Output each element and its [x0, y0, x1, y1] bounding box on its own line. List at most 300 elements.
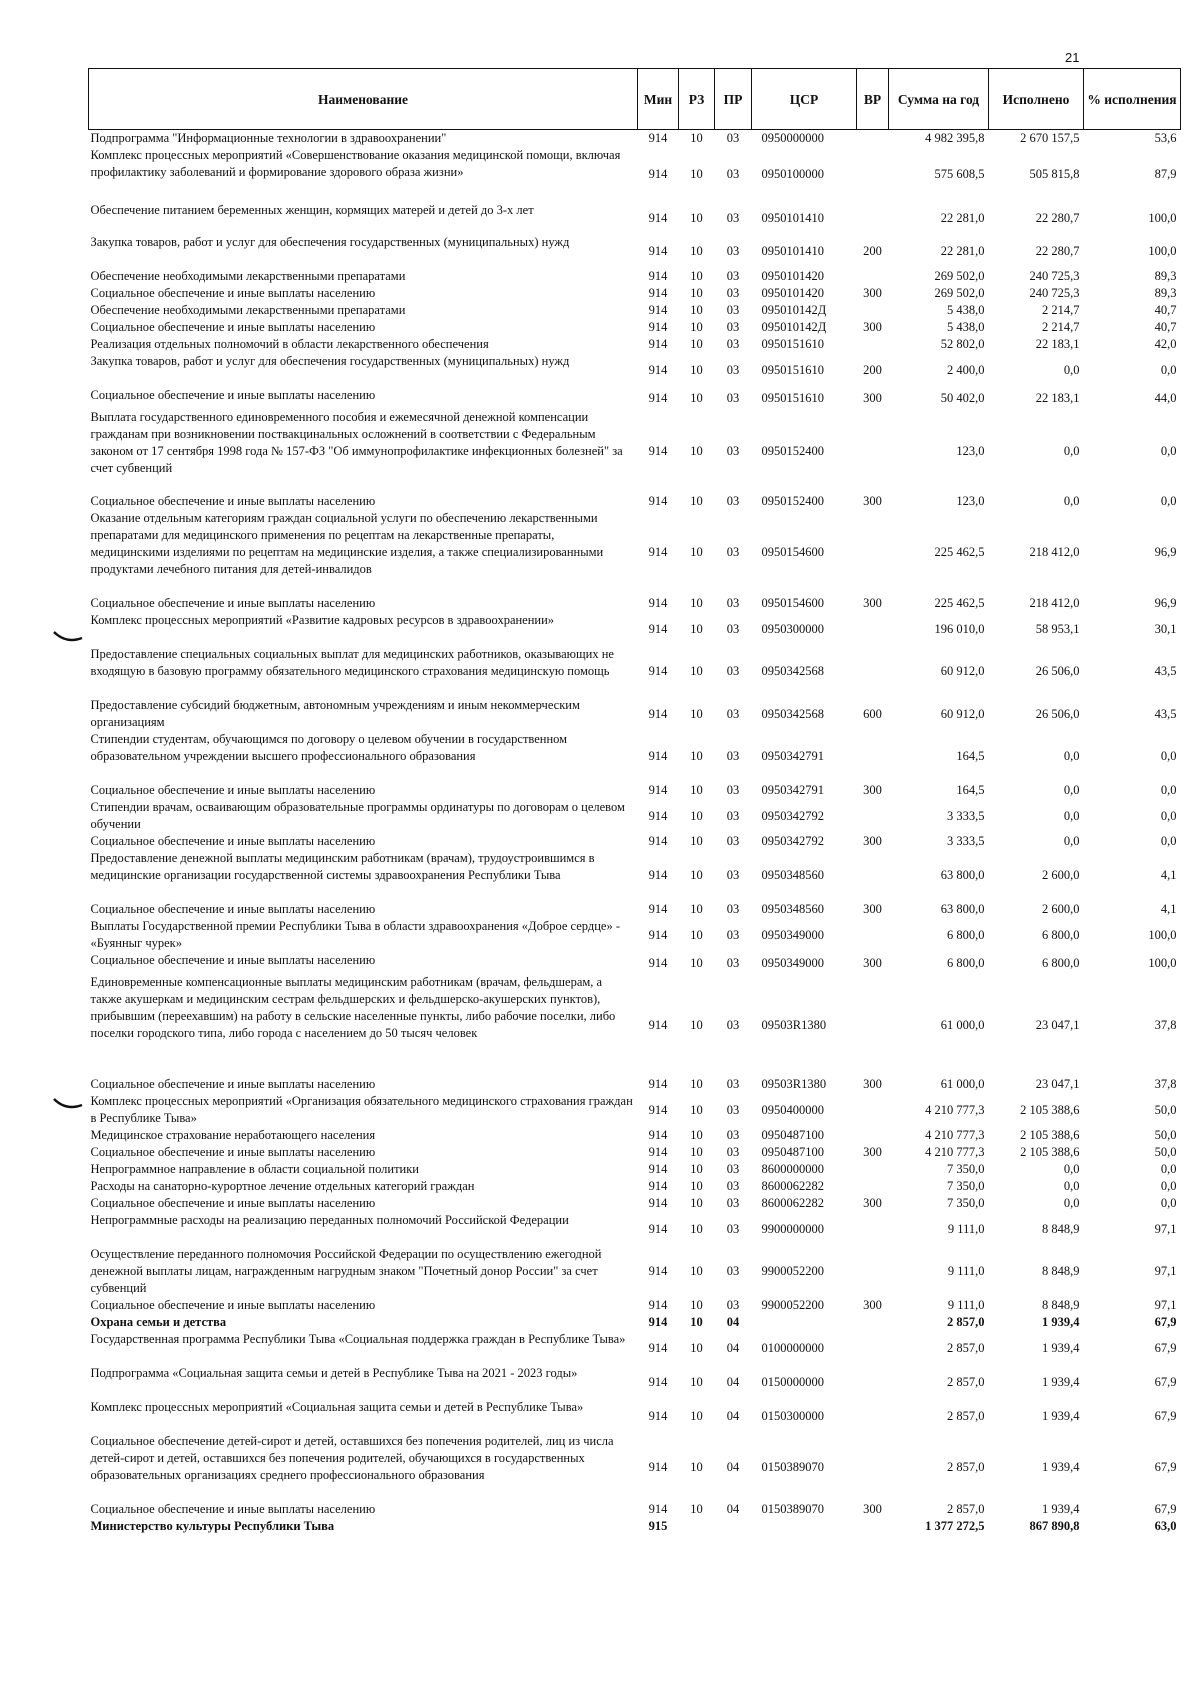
header-sum: Сумма на год	[889, 69, 989, 130]
cell-pr: 03	[726, 1298, 740, 1312]
cell-name: Комплекс процессных мероприятий «Социальная защита семьи и детей в Республике Тыва»	[90, 1400, 584, 1414]
cell-vr: 200	[863, 362, 882, 377]
cell-rz: 10	[690, 808, 703, 823]
cell-pr: 03	[726, 337, 740, 351]
cell-sum: 2 400,0	[947, 362, 985, 377]
page-number: 21	[1065, 50, 1080, 65]
cell-min: 914	[648, 1102, 668, 1117]
cell-csr: 0950342792	[761, 808, 824, 823]
cell-name: Расходы на санаторно-курортное лечение отдельных категорий граждан	[90, 1179, 475, 1193]
cell-min: 914	[648, 1017, 668, 1032]
cell-vr	[857, 974, 889, 1076]
table-row	[89, 1365, 1181, 1399]
cell-name: Социальное обеспечение и иные выплаты населению	[90, 902, 376, 916]
table-row	[89, 1297, 1181, 1314]
cell-pct: 0,0	[1160, 834, 1177, 848]
cell-name: Социальное обеспечение и иные выплаты населению	[90, 1077, 376, 1091]
cell-vr	[857, 1518, 889, 1535]
cell-min: 914	[648, 834, 668, 848]
cell-pr: 03	[726, 706, 740, 721]
cell-done: 26 506,0	[1035, 664, 1080, 678]
table-row	[89, 974, 1181, 1076]
table-row	[89, 833, 1181, 850]
cell-csr: 0950300000	[761, 621, 824, 636]
cell-pct: 100,0	[1148, 927, 1177, 942]
table-row	[89, 595, 1181, 612]
cell-min: 914	[648, 1264, 668, 1278]
header-min: Мин	[638, 69, 679, 130]
cell-rz: 10	[690, 1162, 703, 1176]
cell-min: 914	[648, 1196, 668, 1210]
cell-pct: 100,0	[1148, 955, 1177, 970]
cell-vr: 600	[863, 706, 882, 721]
cell-min: 914	[648, 362, 668, 377]
cell-min: 914	[648, 337, 668, 351]
cell-pct: 50,0	[1154, 1102, 1177, 1117]
cell-min: 914	[648, 494, 668, 508]
cell-csr: 0950101420	[761, 269, 824, 283]
cell-min: 914	[648, 286, 668, 300]
cell-vr	[857, 1178, 889, 1195]
cell-min: 914	[648, 1502, 668, 1516]
cell-done: 0,0	[1063, 834, 1080, 848]
cell-sum: 575 608,5	[934, 167, 985, 181]
cell-done: 1 939,4	[1042, 1315, 1080, 1329]
cell-pr: 03	[726, 664, 740, 678]
cell-done: 2 105 388,6	[1020, 1128, 1080, 1142]
cell-vr: 300	[863, 1502, 882, 1516]
cell-csr: 0950348560	[761, 902, 824, 916]
cell-min: 914	[648, 243, 668, 258]
cell-csr: 0100000000	[761, 1340, 824, 1355]
cell-name: Социальное обеспечение и иные выплаты населению	[90, 596, 376, 610]
cell-pr: 03	[726, 243, 740, 258]
cell-done: 240 725,3	[1029, 286, 1080, 300]
cell-pr: 03	[726, 621, 740, 636]
cell-csr: 0950151610	[761, 337, 824, 351]
cell-vr	[857, 130, 889, 148]
cell-csr: 0150300000	[761, 1408, 824, 1423]
cell-done: 0,0	[1063, 1162, 1080, 1176]
cell-rz: 10	[690, 210, 703, 225]
table-row	[89, 1212, 1181, 1246]
cell-name: Социальное обеспечение и иные выплаты населению	[90, 1196, 376, 1210]
cell-csr: 9900000000	[761, 1221, 824, 1236]
cell-vr: 300	[863, 320, 882, 334]
cell-name: Комплекс процессных мероприятий «Организация обязательного медицинского страхования граждан в Республике Тыва»	[90, 1094, 633, 1125]
cell-rz: 10	[690, 621, 703, 636]
cell-done: 8 848,9	[1042, 1298, 1080, 1312]
table-row	[89, 1246, 1181, 1297]
cell-name: Социальное обеспечение и иные выплаты населению	[90, 953, 376, 967]
cell-vr	[857, 1212, 889, 1246]
cell-vr	[857, 336, 889, 353]
cell-done: 23 047,1	[1035, 1017, 1080, 1032]
cell-rz: 10	[690, 1145, 703, 1159]
cell-csr: 8600062282	[761, 1196, 824, 1210]
table-row	[89, 147, 1181, 202]
cell-csr: 09503R1380	[761, 1017, 827, 1032]
cell-pct: 97,1	[1154, 1264, 1177, 1278]
cell-vr	[857, 1433, 889, 1501]
cell-name: Социальное обеспечение детей-сирот и детей, оставшихся без попечения родителей, лиц из числа детей-сирот и детей, оставшихся без попечения родителей, обучающихся в государственных образовательных организациях среднего профессионального образования	[90, 1434, 614, 1482]
cell-done: 0,0	[1063, 749, 1080, 763]
cell-csr: 0950151610	[761, 362, 824, 377]
cell-sum: 3 333,5	[947, 834, 985, 848]
cell-pct: 0,0	[1160, 808, 1177, 823]
cell-vr	[857, 268, 889, 285]
cell-vr	[857, 510, 889, 595]
cell-pr: 03	[726, 210, 740, 225]
table-row	[89, 1331, 1181, 1365]
cell-pct: 67,9	[1154, 1315, 1177, 1329]
cell-done: 0,0	[1063, 808, 1080, 823]
cell-done: 22 183,1	[1035, 390, 1080, 405]
cell-pr: 03	[726, 1017, 740, 1032]
cell-rz: 10	[690, 1315, 703, 1329]
cell-vr	[857, 1246, 889, 1297]
cell-sum: 61 000,0	[940, 1077, 985, 1091]
table-row	[89, 1144, 1181, 1161]
cell-pr: 03	[726, 868, 740, 882]
cell-csr: 0950342791	[761, 783, 824, 797]
cell-vr: 300	[863, 1298, 882, 1312]
cell-name: Подпрограмма "Информационные технологии в здравоохранении"	[90, 131, 447, 145]
table-row	[89, 901, 1181, 918]
cell-pr: 03	[726, 927, 740, 942]
cell-pr: 03	[726, 320, 740, 334]
cell-pr: 03	[726, 749, 740, 763]
cell-name: Социальное обеспечение и иные выплаты населению	[90, 1298, 376, 1312]
header-pct: % исполнения	[1084, 69, 1181, 130]
margin-mark-1	[52, 628, 86, 646]
cell-done: 867 890,8	[1029, 1519, 1080, 1533]
cell-vr: 300	[863, 1196, 882, 1210]
cell-pct: 30,1	[1154, 621, 1177, 636]
cell-name: Непрограммное направление в области социальной политики	[90, 1162, 419, 1176]
cell-sum: 2 857,0	[947, 1315, 985, 1329]
cell-csr: 0950101410	[761, 243, 824, 258]
cell-pct: 0,0	[1160, 783, 1177, 797]
cell-vr	[857, 1331, 889, 1365]
cell-pr: 03	[726, 596, 740, 610]
cell-pct: 67,9	[1154, 1502, 1177, 1516]
cell-rz: 10	[690, 286, 703, 300]
margin-mark-2	[52, 1095, 86, 1113]
cell-sum: 2 857,0	[947, 1459, 985, 1474]
cell-sum: 2 857,0	[947, 1340, 985, 1355]
cell-csr: 0950342568	[761, 664, 824, 678]
table-row	[89, 336, 1181, 353]
cell-vr: 300	[863, 834, 882, 848]
cell-vr	[857, 612, 889, 646]
cell-pct: 0,0	[1160, 1196, 1177, 1210]
cell-done: 240 725,3	[1029, 269, 1080, 283]
cell-vr	[857, 1365, 889, 1399]
cell-pr: 03	[726, 1179, 740, 1193]
cell-csr: 0950154600	[761, 545, 824, 559]
cell-done: 22 280,7	[1035, 243, 1080, 258]
cell-vr: 300	[863, 390, 882, 405]
cell-csr: 0950100000	[761, 167, 824, 181]
cell-rz: 10	[690, 1459, 703, 1474]
cell-pr: 04	[726, 1408, 740, 1423]
table-row	[89, 918, 1181, 952]
cell-min: 914	[648, 1374, 668, 1389]
cell-min: 914	[648, 210, 668, 225]
cell-pct: 40,7	[1154, 303, 1177, 317]
cell-rz: 10	[690, 1221, 703, 1236]
cell-sum: 4 210 777,3	[925, 1102, 985, 1117]
cell-pct: 37,8	[1154, 1017, 1177, 1032]
cell-rz: 10	[690, 868, 703, 882]
cell-done: 1 939,4	[1042, 1502, 1080, 1516]
cell-pct: 89,3	[1154, 269, 1177, 283]
cell-sum: 6 800,0	[947, 955, 985, 970]
cell-csr: 0950151610	[761, 390, 824, 405]
cell-sum: 1 377 272,5	[925, 1519, 985, 1533]
table-row	[89, 731, 1181, 782]
table-row	[89, 782, 1181, 799]
table-row	[89, 268, 1181, 285]
table-row	[89, 1195, 1181, 1212]
table-row	[89, 285, 1181, 302]
cell-sum: 123,0	[956, 443, 985, 458]
cell-rz: 10	[690, 1408, 703, 1423]
cell-csr: 0950487100	[761, 1145, 824, 1159]
cell-done: 23 047,1	[1035, 1077, 1080, 1091]
cell-rz: 10	[690, 664, 703, 678]
cell-name: Непрограммные расходы на реализацию переданных полномочий Российской Федерации	[90, 1213, 569, 1227]
cell-csr: 0950101420	[761, 286, 824, 300]
cell-done: 8 848,9	[1042, 1264, 1080, 1278]
cell-done: 218 412,0	[1029, 545, 1080, 559]
cell-min: 914	[648, 1459, 668, 1474]
cell-rz: 10	[690, 749, 703, 763]
cell-sum: 269 502,0	[934, 269, 985, 283]
cell-done: 2 214,7	[1042, 320, 1080, 334]
table-row	[89, 409, 1181, 493]
cell-csr	[752, 1314, 857, 1331]
cell-csr: 095010142Д	[761, 320, 827, 334]
cell-min: 914	[648, 1077, 668, 1091]
cell-name: Предоставление специальных социальных выплат для медицинских работников, оказывающих не входящую в базовую программу обязательного медицинского страхования медицинскую помощь	[90, 647, 614, 678]
cell-min: 914	[648, 167, 668, 181]
cell-pr: 03	[726, 167, 740, 181]
table-row	[89, 1161, 1181, 1178]
cell-rz: 10	[690, 269, 703, 283]
cell-rz: 10	[690, 1196, 703, 1210]
cell-sum: 2 857,0	[947, 1502, 985, 1516]
cell-min: 914	[648, 902, 668, 916]
cell-name: Подпрограмма «Социальная защита семьи и детей в Республике Тыва на 2021 - 2023 годы»	[90, 1366, 578, 1380]
cell-csr: 8600000000	[761, 1162, 824, 1176]
cell-done: 2 600,0	[1042, 868, 1080, 882]
cell-vr	[857, 302, 889, 319]
cell-pct: 0,0	[1160, 1162, 1177, 1176]
cell-min: 914	[648, 390, 668, 405]
cell-name: Социальное обеспечение и иные выплаты населению	[90, 286, 376, 300]
cell-pr: 03	[726, 303, 740, 317]
cell-csr: 0950342568	[761, 706, 824, 721]
cell-sum: 269 502,0	[934, 286, 985, 300]
cell-vr: 300	[863, 902, 882, 916]
cell-pct: 53,6	[1154, 131, 1177, 145]
cell-done: 1 939,4	[1042, 1459, 1080, 1474]
cell-done: 2 670 157,5	[1020, 131, 1080, 145]
cell-vr	[857, 1127, 889, 1144]
cell-pr: 03	[726, 1264, 740, 1278]
cell-name: Социальное обеспечение и иные выплаты населению	[90, 320, 376, 334]
cell-pct: 0,0	[1160, 749, 1177, 763]
cell-min: 914	[648, 1179, 668, 1193]
cell-pct: 97,1	[1154, 1221, 1177, 1236]
cell-sum: 3 333,5	[947, 808, 985, 823]
cell-csr: 0950487100	[761, 1128, 824, 1142]
cell-pr: 04	[726, 1459, 740, 1474]
cell-pct: 37,8	[1154, 1077, 1177, 1091]
table-row	[89, 387, 1181, 409]
cell-sum: 196 010,0	[934, 621, 985, 636]
cell-sum: 52 802,0	[940, 337, 985, 351]
cell-sum: 225 462,5	[934, 545, 985, 559]
cell-sum: 7 350,0	[947, 1196, 985, 1210]
table-body	[89, 130, 1181, 1536]
cell-pct: 67,9	[1154, 1459, 1177, 1474]
cell-pr: 03	[726, 286, 740, 300]
cell-pr: 04	[726, 1315, 740, 1329]
cell-rz: 10	[690, 443, 703, 458]
cell-sum: 4 982 395,8	[925, 131, 985, 145]
cell-pr: 03	[726, 808, 740, 823]
cell-rz: 10	[690, 1374, 703, 1389]
cell-name: Комплекс процессных мероприятий «Развитие кадровых ресурсов в здравоохранении»	[90, 613, 555, 627]
cell-name: Закупка товаров, работ и услуг для обеспечения государственных (муниципальных) нужд	[90, 235, 570, 249]
cell-pr: 03	[726, 1145, 740, 1159]
cell-csr: 0150389070	[761, 1502, 824, 1516]
cell-name: Социальное обеспечение и иные выплаты населению	[90, 834, 376, 848]
cell-sum: 4 210 777,3	[925, 1145, 985, 1159]
cell-pct: 100,0	[1148, 210, 1177, 225]
cell-csr: 0950349000	[761, 927, 824, 942]
cell-name: Предоставление субсидий бюджетным, автономным учреждениям и иным некоммерческим организациям	[90, 698, 580, 729]
cell-sum: 7 350,0	[947, 1162, 985, 1176]
cell-sum: 9 111,0	[947, 1264, 985, 1278]
cell-pct: 0,0	[1160, 494, 1177, 508]
cell-sum: 60 912,0	[940, 706, 985, 721]
cell-name: Выплаты Государственной премии Республики Тыва в области здравоохранения «Доброе сердце» - «Буянныг чурек»	[90, 919, 620, 950]
cell-rz: 10	[690, 1017, 703, 1032]
cell-pr	[715, 1518, 752, 1535]
cell-done: 2 105 388,6	[1020, 1102, 1080, 1117]
cell-csr: 9900052200	[761, 1264, 824, 1278]
cell-vr	[857, 1093, 889, 1127]
cell-pr: 03	[726, 131, 740, 145]
cell-pr: 03	[726, 269, 740, 283]
cell-pr: 03	[726, 494, 740, 508]
header-name: Наименование	[89, 69, 638, 130]
cell-csr: 0950400000	[761, 1102, 824, 1117]
cell-name: Стипендии студентам, обучающимся по договору о целевом обучении в государственном образовательном учреждении высшего профессионального образования	[90, 732, 568, 763]
table-row	[89, 1518, 1181, 1535]
cell-pct: 42,0	[1154, 337, 1177, 351]
cell-sum: 60 912,0	[940, 664, 985, 678]
cell-pct: 96,9	[1154, 596, 1177, 610]
cell-vr	[857, 799, 889, 833]
cell-vr: 300	[863, 494, 882, 508]
cell-done: 6 800,0	[1042, 955, 1080, 970]
cell-name: Социальное обеспечение и иные выплаты населению	[90, 388, 376, 402]
cell-csr: 09503R1380	[761, 1077, 827, 1091]
cell-name: Обеспечение необходимыми лекарственными препаратами	[90, 269, 406, 283]
cell-name: Обеспечение питанием беременных женщин, кормящих матерей и детей до 3-х лет	[90, 203, 534, 217]
cell-csr: 0950152400	[761, 494, 824, 508]
cell-rz: 10	[690, 834, 703, 848]
cell-csr: 0950154600	[761, 596, 824, 610]
cell-pct: 67,9	[1154, 1374, 1177, 1389]
cell-csr: 095010142Д	[761, 303, 827, 317]
cell-done: 505 815,8	[1029, 167, 1080, 181]
cell-done: 2 600,0	[1042, 902, 1080, 916]
cell-pct: 43,5	[1154, 706, 1177, 721]
cell-pct: 67,9	[1154, 1408, 1177, 1423]
cell-vr	[857, 850, 889, 901]
header-vr: ВР	[857, 69, 889, 130]
cell-rz: 10	[690, 167, 703, 181]
table-row	[89, 1314, 1181, 1331]
table-row	[89, 612, 1181, 646]
cell-sum: 164,5	[956, 749, 985, 763]
cell-csr: 0950101410	[761, 210, 824, 225]
cell-min: 914	[648, 749, 668, 763]
cell-name: Социальное обеспечение и иные выплаты населению	[90, 494, 376, 508]
cell-csr: 0950349000	[761, 955, 824, 970]
cell-name: Закупка товаров, работ и услуг для обеспечения государственных (муниципальных) нужд	[90, 354, 570, 368]
cell-min: 914	[648, 955, 668, 970]
cell-name: Стипендии врачам, осваивающим образовательные программы ординатуры по договорам о целевом обучении	[90, 800, 625, 831]
cell-pr: 03	[726, 1077, 740, 1091]
cell-rz: 10	[690, 1179, 703, 1193]
cell-done: 1 939,4	[1042, 1340, 1080, 1355]
cell-pr: 03	[726, 955, 740, 970]
cell-pct: 50,0	[1154, 1145, 1177, 1159]
cell-pr: 04	[726, 1340, 740, 1355]
cell-pr: 03	[726, 1196, 740, 1210]
table-row	[89, 1178, 1181, 1195]
cell-csr	[752, 1518, 857, 1535]
cell-vr	[857, 918, 889, 952]
cell-min: 914	[648, 808, 668, 823]
cell-name: Единовременные компенсационные выплаты медицинским работникам (врачам, фельдшерам, а также акушеркам и медицинским сестрам фельдшерских и фельдшерско-акушерских пунктов), прибывшим (переехавшим) на работу в сельские населенные пункты, либо рабочие поселки, либо поселки городского типа, либо города с населением до 50 тысяч человек	[90, 975, 616, 1040]
cell-rz: 10	[690, 1502, 703, 1516]
cell-pct: 100,0	[1148, 243, 1177, 258]
cell-csr: 8600062282	[761, 1179, 824, 1193]
cell-min: 914	[648, 1298, 668, 1312]
table-row	[89, 353, 1181, 387]
cell-rz: 10	[690, 927, 703, 942]
table-row	[89, 130, 1181, 148]
budget-table	[88, 68, 1181, 1535]
cell-csr: 0950000000	[761, 131, 824, 145]
header-done: Исполнено	[989, 69, 1084, 130]
cell-sum: 2 857,0	[947, 1374, 985, 1389]
cell-pct: 50,0	[1154, 1128, 1177, 1142]
cell-sum: 7 350,0	[947, 1179, 985, 1193]
cell-pr: 03	[726, 545, 740, 559]
cell-pr: 03	[726, 1162, 740, 1176]
cell-name: Министерство культуры Республики Тыва	[90, 1519, 335, 1533]
cell-pct: 4,1	[1160, 902, 1177, 916]
